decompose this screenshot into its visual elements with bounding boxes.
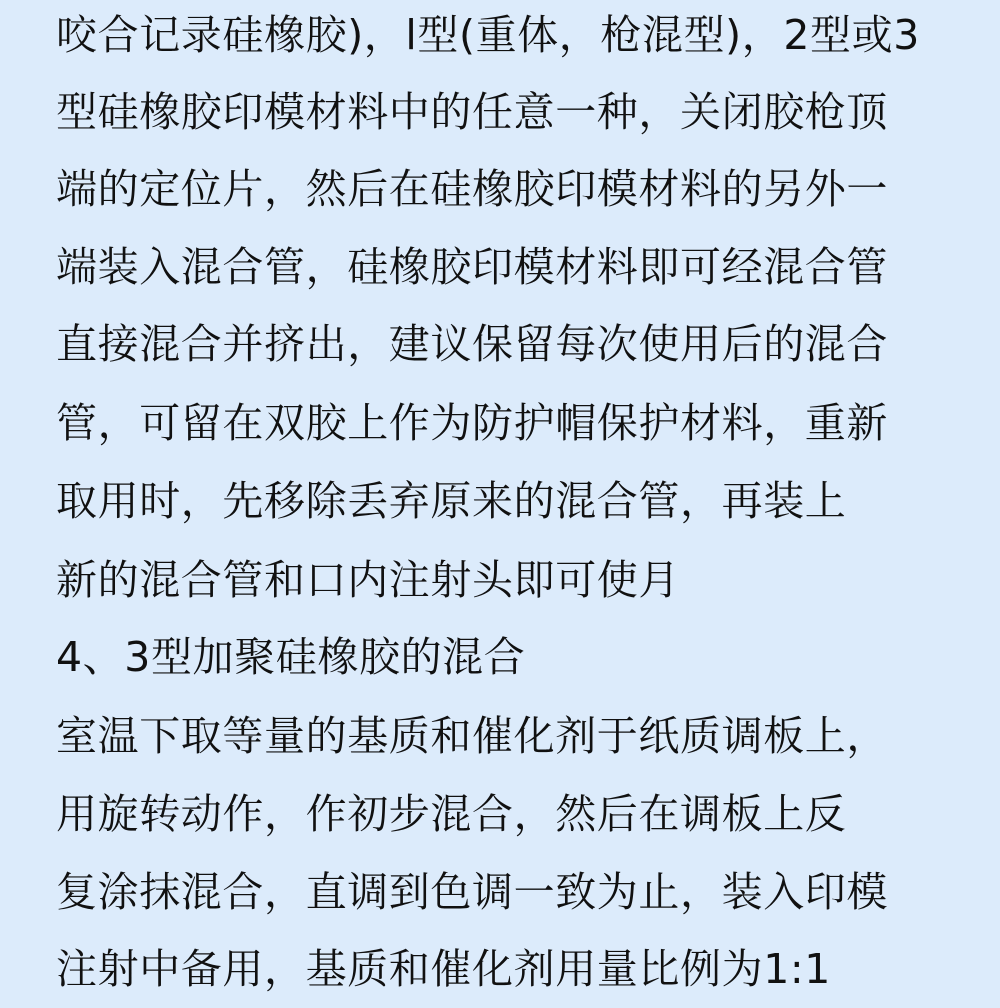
text-line: 型硅橡胶印模材料中的任意一种，关闭胶枪顶 (56, 88, 888, 136)
text-line: 室温下取等量的基质和催化剂于纸质调板上， (56, 712, 888, 760)
text-line: 用旋转动作，作初步混合，然后在调板上反 (56, 790, 847, 838)
text-line: 端装入混合管，硅橡胶印模材料即可经混合管 (56, 243, 888, 291)
section-heading: 4、3型加聚硅橡胶的混合 (56, 633, 526, 681)
text-line: 管，可留在双胶上作为防护帽保护材料，重新 (56, 399, 888, 447)
text-line: 咬合记录硅橡胶)，l型(重体，枪混型)，2型或3 (56, 11, 920, 59)
text-line: 注射中备用，基质和催化剂用量比例为1:1 (56, 945, 831, 993)
text-line: 直接混合并挤出，建议保留每次使用后的混合 (56, 320, 888, 368)
text-line: 新的混合管和口内注射头即可使月 (56, 556, 680, 604)
text-line: 取用时，先移除丢弃原来的混合管，再装上 (56, 477, 847, 525)
text-line: 复涂抹混合，直调到色调一致为止，装入印模 (56, 868, 888, 916)
text-line: 端的定位片，然后在硅橡胶印模材料的另外一 (56, 165, 888, 213)
